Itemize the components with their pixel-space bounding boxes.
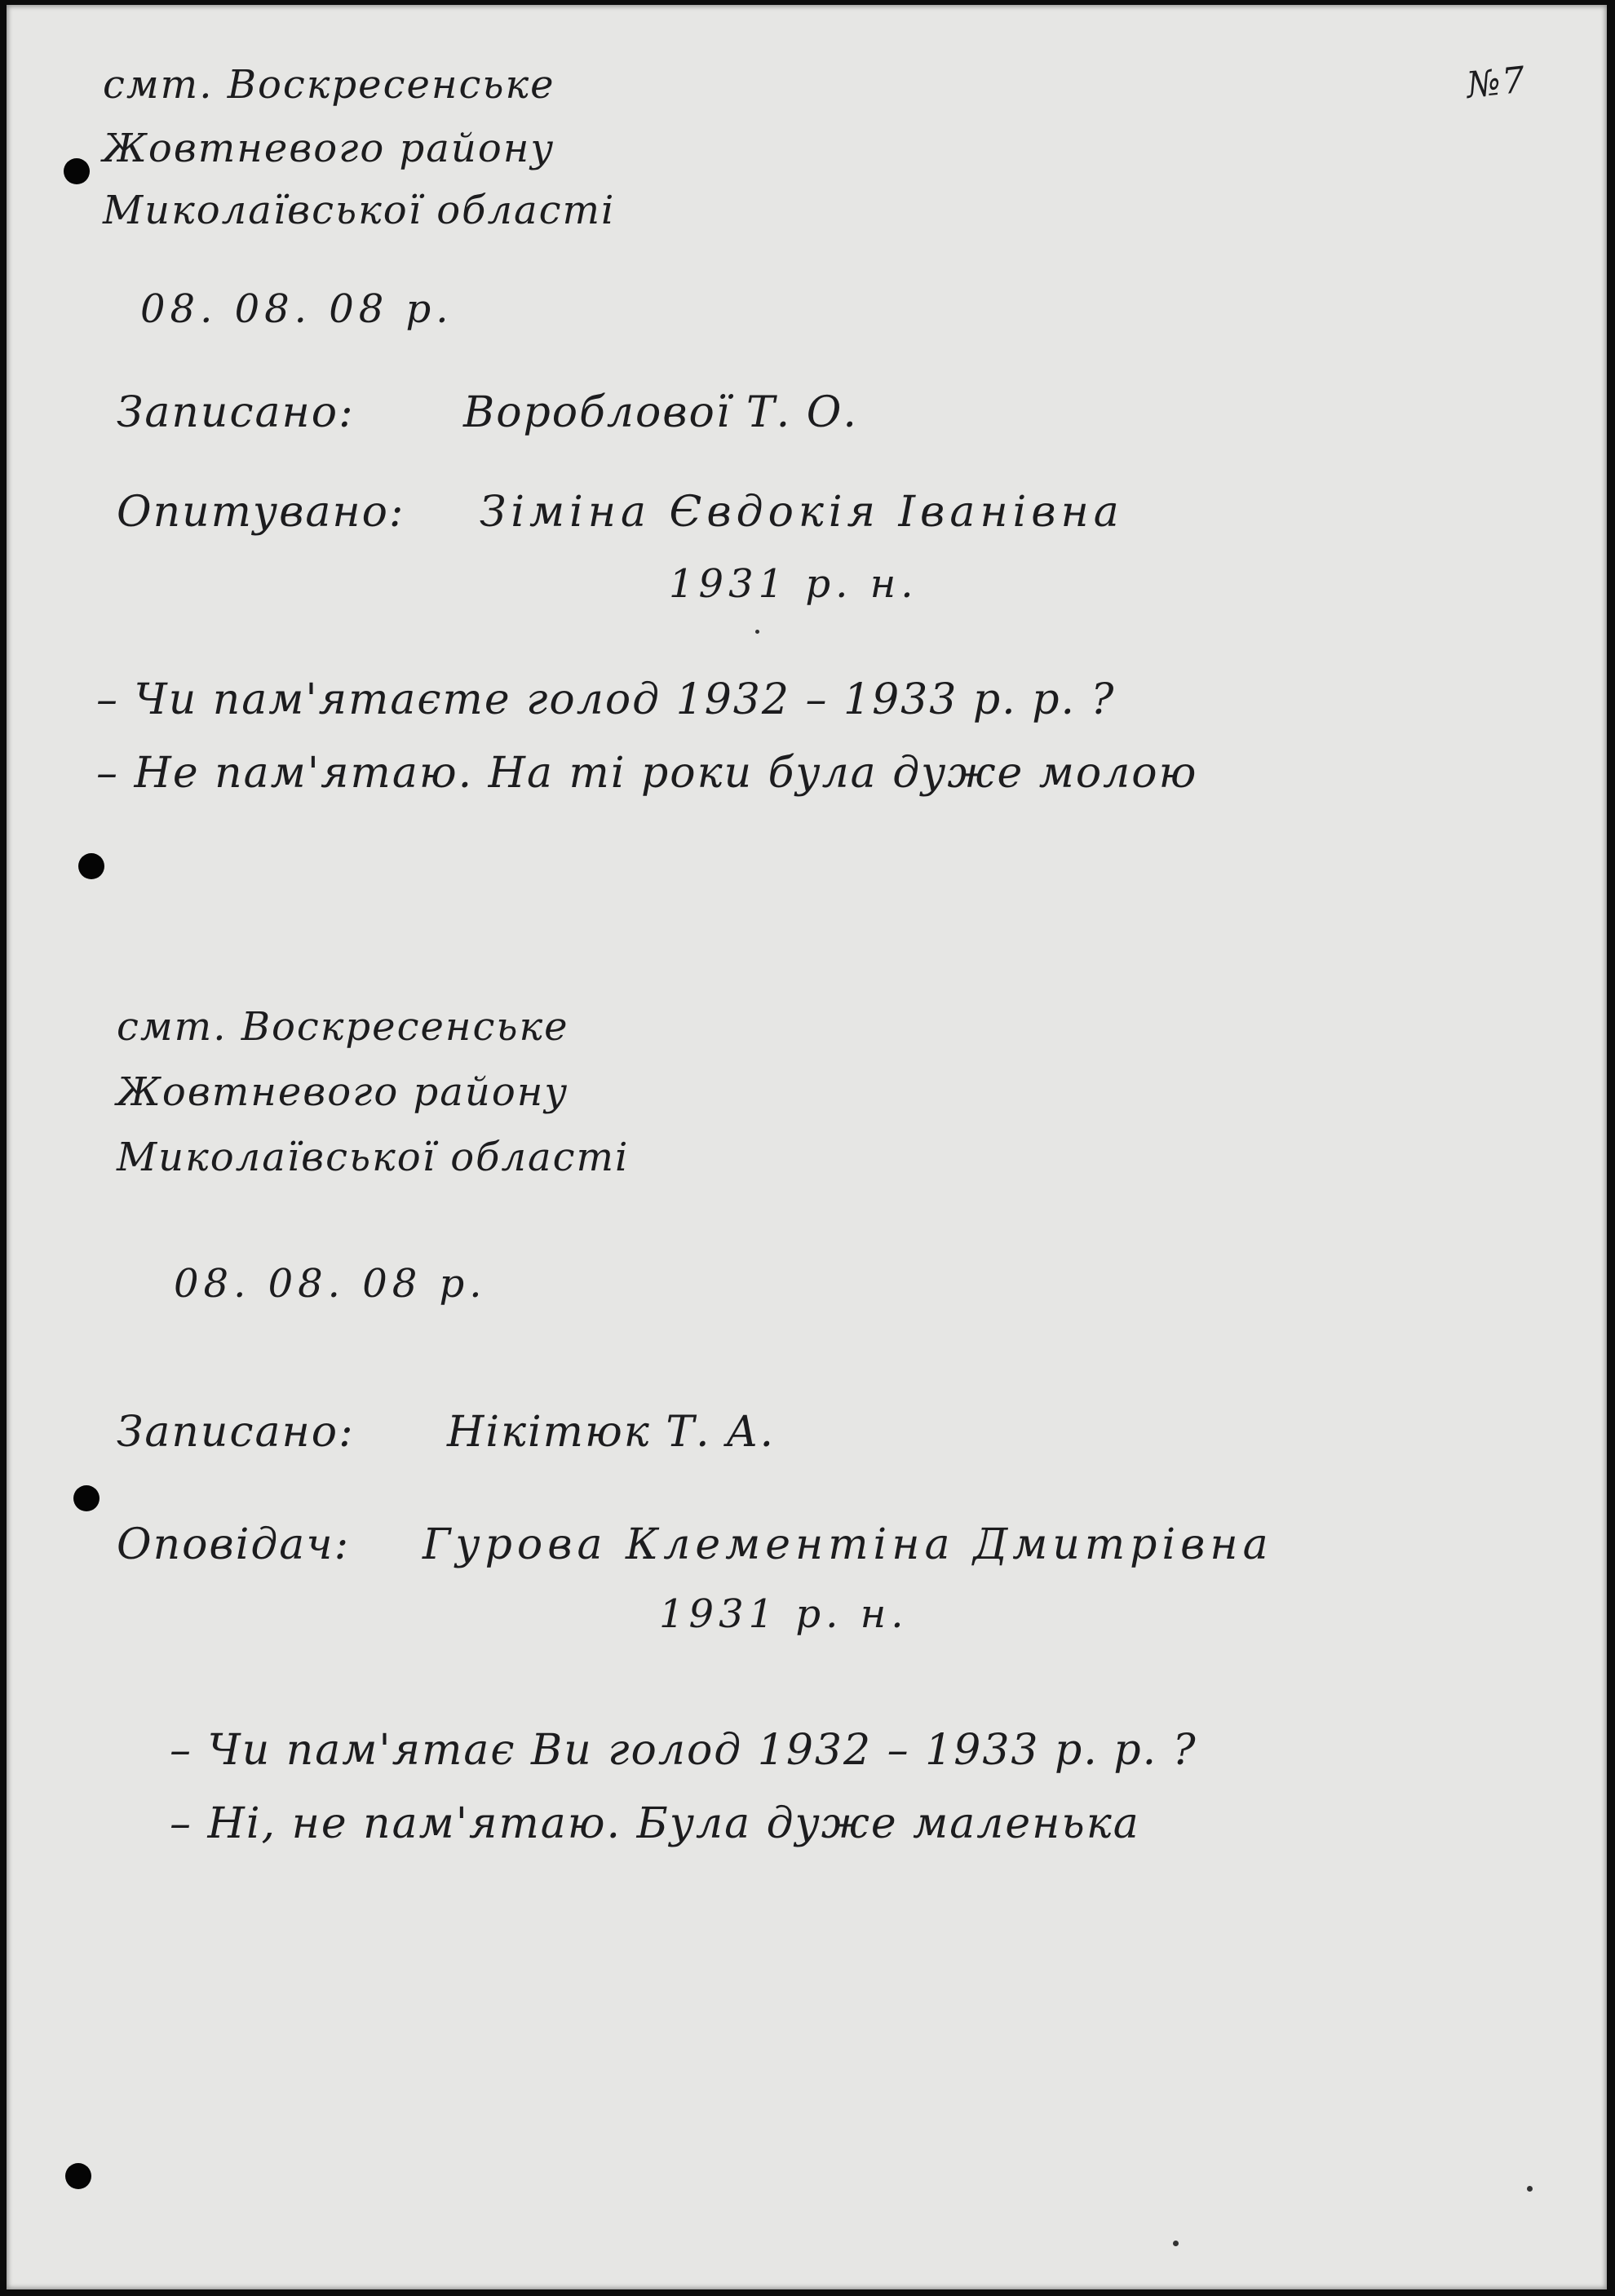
location-settlement: смт. Воскресенське bbox=[117, 1004, 569, 1050]
respondent-label: Опитувано: bbox=[117, 488, 405, 537]
ink-speck bbox=[1173, 2241, 1179, 2246]
interview-answer: – Ні, не пам'ятаю. Була дуже маленька bbox=[170, 1799, 1140, 1848]
binder-hole bbox=[65, 2163, 91, 2189]
interview-answer: – Не пам'ятаю. На ті роки була дуже молою bbox=[96, 749, 1198, 798]
document-page bbox=[7, 5, 1607, 2289]
recorded-by-name: Вороблової Т. О. bbox=[463, 388, 858, 437]
binder-hole bbox=[64, 158, 90, 184]
location-settlement: смт. Воскресенське bbox=[103, 62, 555, 108]
ink-speck bbox=[755, 630, 759, 634]
location-region: Миколаївської області bbox=[117, 1135, 630, 1180]
location-district: Жовтневого району bbox=[103, 126, 555, 171]
binder-hole bbox=[73, 1485, 100, 1511]
respondent-label: Оповідач: bbox=[117, 1520, 351, 1569]
recorded-by-label: Записано: bbox=[117, 388, 355, 437]
location-district: Жовтневого району bbox=[117, 1069, 569, 1115]
interview-question: – Чи пам'ятає Ви голод 1932 – 1933 р. р. ? bbox=[170, 1726, 1197, 1775]
respondent-birth-year: 1931 р. н. bbox=[659, 1591, 909, 1637]
recorded-by-label: Записано: bbox=[117, 1408, 355, 1457]
recorded-by-name: Нікітюк Т. А. bbox=[447, 1408, 775, 1457]
respondent-birth-year: 1931 р. н. bbox=[669, 561, 918, 607]
interview-question: – Чи пам'ятаєте голод 1932 – 1933 р. р. ? bbox=[96, 675, 1116, 724]
location-region: Миколаївської області bbox=[103, 188, 616, 233]
binder-hole bbox=[78, 853, 104, 879]
page-number: №7 bbox=[1464, 59, 1529, 107]
respondent-name: Зіміна Євдокія Іванівна bbox=[480, 488, 1124, 537]
ink-speck bbox=[1527, 2186, 1533, 2192]
respondent-name: Гурова Клементіна Дмитрівна bbox=[423, 1520, 1273, 1569]
record-date: 08. 08. 08 р. bbox=[140, 286, 454, 332]
record-date: 08. 08. 08 р. bbox=[174, 1261, 487, 1307]
